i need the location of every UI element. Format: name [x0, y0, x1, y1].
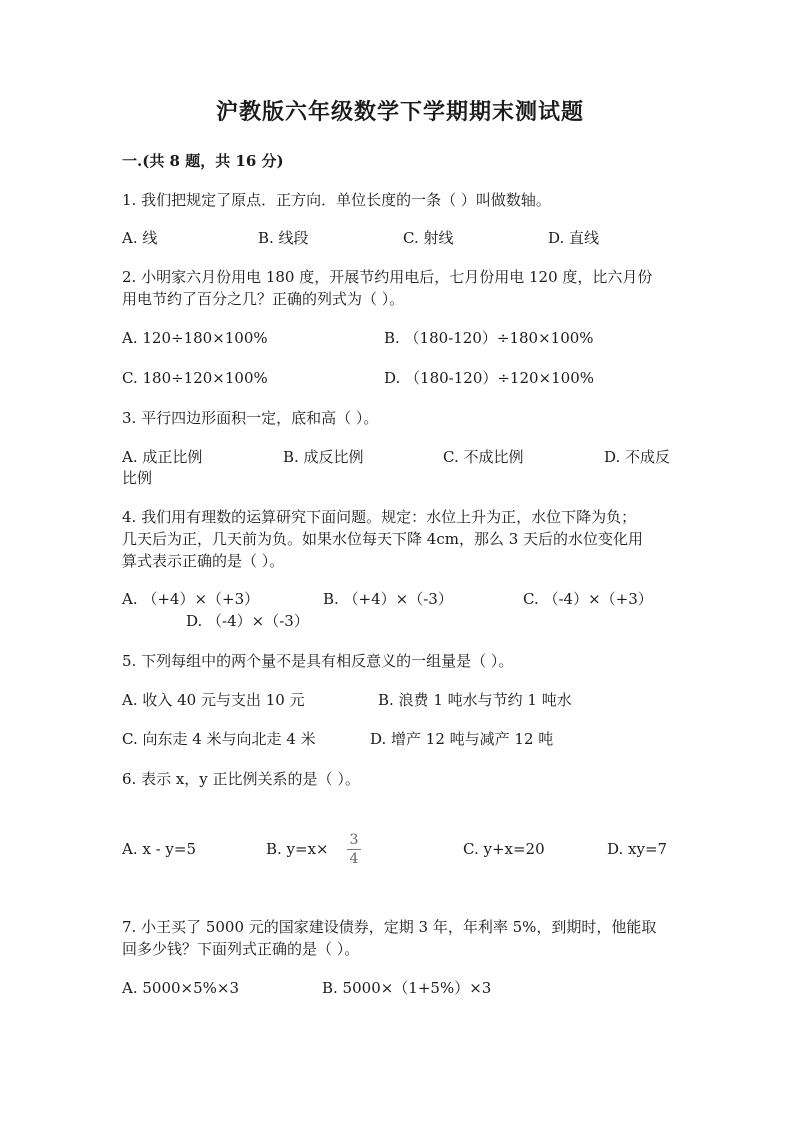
option-c: C. 不成比例	[443, 448, 524, 466]
question-stem: 3. 平行四边形面积一定，底和高（ ）。	[122, 409, 379, 427]
question-stem-line: 算式表示正确的是（ ）。	[122, 552, 285, 570]
option-c: C. 180÷120×100%	[122, 369, 268, 387]
fraction-three-quarters	[346, 832, 362, 867]
option-a: A. 5000×5%×3	[122, 979, 240, 997]
option-c: C. y+x=20	[463, 840, 545, 858]
option-b: B. （+4）×（-3）	[323, 590, 453, 608]
option-b: B. 线段	[258, 229, 309, 247]
option-d: D. （-4）×（-3）	[186, 612, 309, 630]
question-stem: 1. 我们把规定了原点．正方向．单位长度的一条（ ）叫做数轴。	[122, 191, 551, 209]
question-stem-line: 几天后为正，几天前为负。如果水位每天下降 4cm，那么 3 天后的水位变化用	[122, 530, 644, 548]
option-b: B. 浪费 1 吨水与节约 1 吨水	[378, 691, 572, 709]
option-a: A. 线	[122, 229, 158, 247]
option-a: A. 收入 40 元与支出 10 元	[122, 691, 305, 709]
section-heading: 一.(共 8 题，共 16 分)	[122, 152, 284, 170]
question-stem-line: 4. 我们用有理数的运算研究下面问题。规定：水位上升为正，水位下降为负；	[122, 508, 637, 526]
option-a: A. x - y=5	[122, 840, 197, 858]
fraction-bar	[347, 849, 361, 850]
question-stem-line: 回多少钱？下面列式正确的是（ ）。	[122, 940, 360, 958]
option-d: D. xy=7	[607, 840, 668, 858]
option-b: B. 成反比例	[283, 448, 364, 466]
option-c: C. 射线	[403, 229, 454, 247]
option-b: B. y=x×	[266, 840, 329, 858]
option-a: A. （+4）×（+3）	[122, 590, 260, 608]
option-d: D. （180-120）÷120×100%	[384, 369, 595, 387]
question-stem-line: 2. 小明家六月份用电 180 度，开展节约用电后，七月份用电 120 度，比六月份	[122, 268, 653, 286]
option-d: D. 不成反	[604, 448, 671, 466]
option-d: D. 直线	[548, 229, 600, 247]
option-a: A. 成正比例	[122, 448, 203, 466]
option-d: D. 增产 12 吨与减产 12 吨	[370, 730, 554, 748]
option-c: C. （-4）×（+3）	[523, 590, 653, 608]
question-stem: 6. 表示 x，y 正比例关系的是（ ）。	[122, 770, 360, 788]
option-a: A. 120÷180×100%	[122, 329, 268, 347]
question-stem: 5. 下列每组中的两个量不是具有相反意义的一组量是（ ）。	[122, 652, 514, 670]
page-title: 沪教版六年级数学下学期期末测试题	[215, 99, 584, 125]
fraction-numerator: 3	[349, 832, 359, 848]
question-stem-line: 用电节约了百分之几？正确的列式为（ ）。	[122, 290, 405, 308]
fraction-denominator: 4	[349, 851, 359, 867]
option-b: B. 5000×（1+5%）×3	[322, 979, 492, 997]
question-stem-line: 7. 小王买了 5000 元的国家建设债券，定期 3 年，年利率 5%，到期时，他能取	[122, 918, 657, 936]
option-c: C. 向东走 4 米与向北走 4 米	[122, 730, 316, 748]
option-b: B. （180-120）÷180×100%	[384, 329, 594, 347]
option-d-wrap: 比例	[122, 469, 153, 487]
